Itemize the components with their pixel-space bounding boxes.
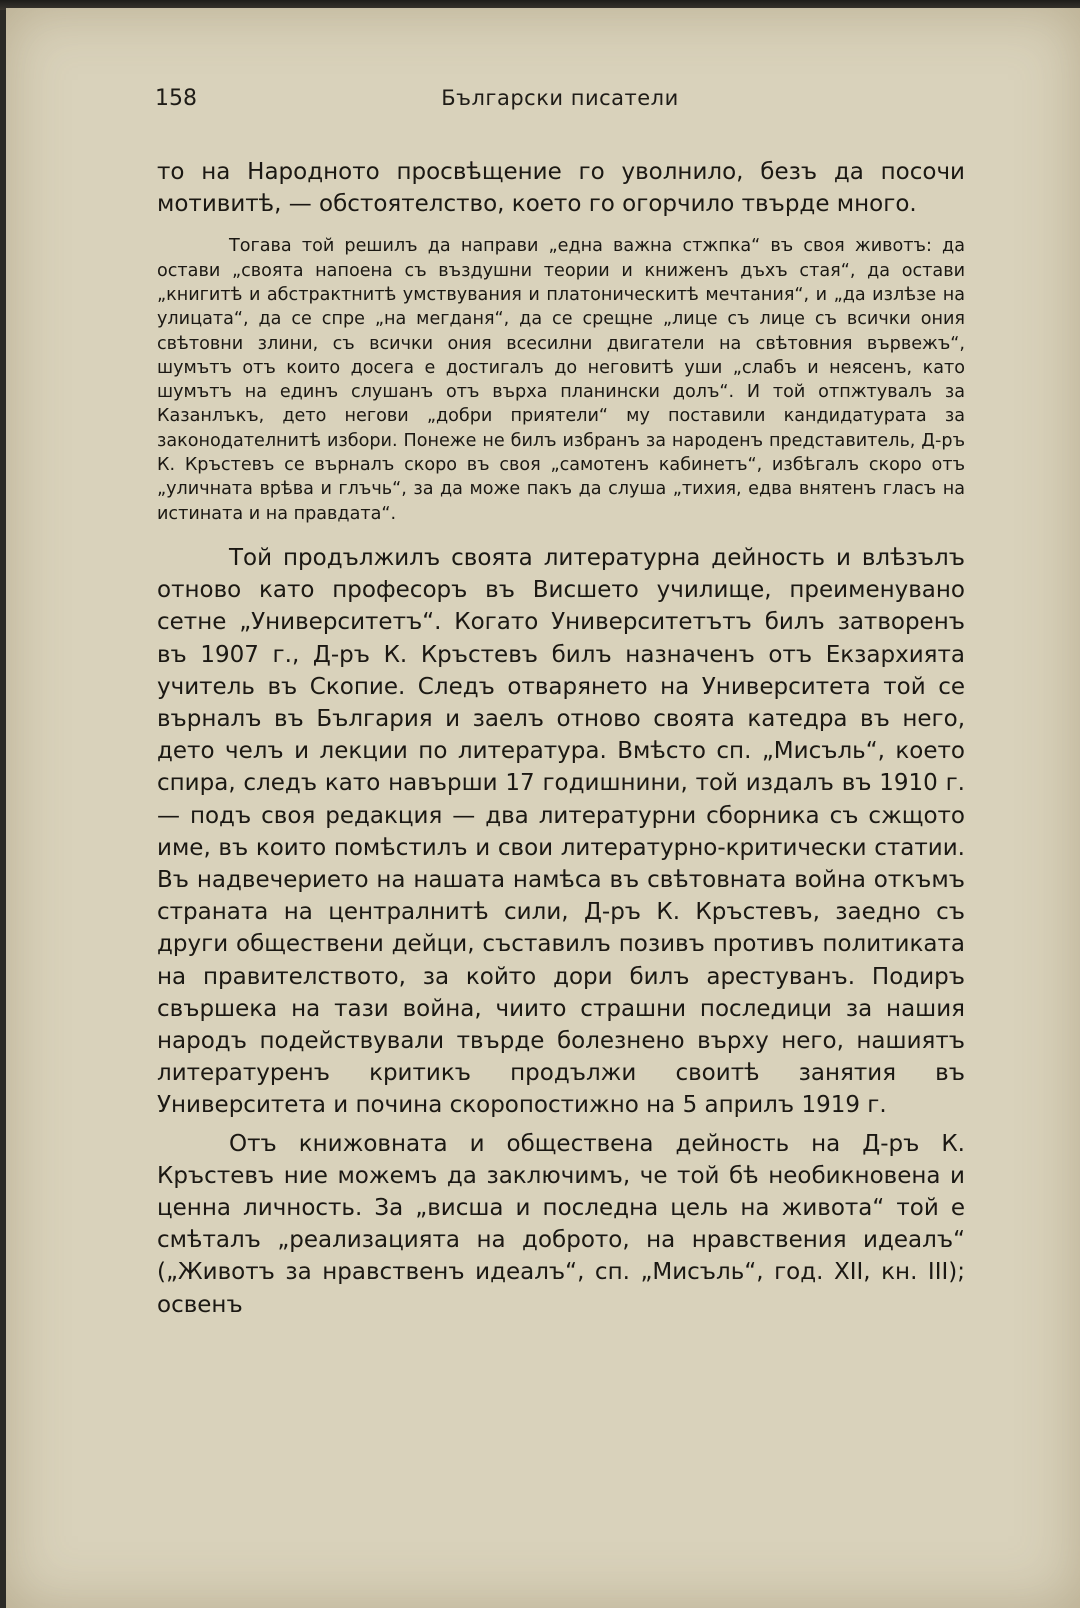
page-body — [157, 156, 965, 1321]
paragraph-conclusion: Отъ книжовната и обществена дейность на Д-ръ К. Кръстевъ ние можемъ да заключимъ, че той бѣ необикновена и ценна личность. За „висша и последна цель на живота“ той е смѣталъ „реализацията на доброто, на нравствения идеалъ“ („Животъ за нравственъ идеалъ“, сп. „Мисъль“, год. XII, кн. III); освенъ — [157, 1130, 965, 1318]
page-number: 158 — [155, 86, 197, 111]
page-header — [155, 80, 965, 120]
paragraph-biography: Той продължилъ своята литературна дейность и влѣзълъ отново като професоръ въ Висшето училище, преименувано сетне „Университетъ“. Когато Университетътъ билъ затворенъ въ 1907 г., Д-ръ К. Кръстевъ билъ назначенъ отъ Екзархията учитель въ Скопие. Следъ отварянето на Университета той се върналъ въ България и заелъ отново своята катедра въ него, дето челъ и лекции по литература. Вмѣсто сп. „Мисъль“, което спира, следъ като навърши 17 годишнини, той издалъ въ 1910 г. — подъ своя редакция — два литературни сборника съ сжщото име, въ които помѣстилъ и свои литературно-критически статии. Въ надвечерието на нашата намѣса въ свѣтовната война откъмъ страната на централнитѣ сили, Д-ръ К. Кръстевъ, заедно съ други обществени дейци, съставилъ позивъ противъ политиката на правителството, за който дори билъ арестуванъ. Подиръ свършека на тази война, чиито страшни последици за нашия народъ подействували твърде болезнено върху него, нашиятъ литературенъ критикъ продължи своитѣ занятия въ Университета и почина скоропостижно на 5 априлъ 1919 г. — [157, 544, 965, 1119]
paragraph-quoted-passage: Тогава той решилъ да направи „една важна стжпка“ въ своя животъ: да остави „своята напоена съ въздушни теории и книженъ дъхъ стая“, да остави „книгитѣ и абстрактнитѣ умствувания и платоническитѣ мечтания“, и „да излѣзе на улицата“, да се спре „на мегданя“, да се срещне „лице съ лице съ всички ония свѣтовни злини, съ всички ония всесилни двигатели на свѣтовния вървежъ“, шумътъ отъ които досега е достигалъ до неговитѣ уши „слабъ и неясенъ, като шумътъ на единъ слушанъ отъ върха планински долъ“. И той отпжтувалъ за Казанлъкъ, дето негови „добри приятели“ му поставили кандидатурата за законодателнитѣ избори. Понеже не билъ избранъ за народенъ представитель, Д-ръ К. Кръстевъ се върналъ скоро въ своя „самотенъ кабинетъ“, избѣгалъ скоро отъ „уличната врѣва и глъчь“, за да може пакъ да слуша „тихия, едва внятенъ гласъ на истината и на правдата“. — [157, 236, 965, 524]
paragraph-continuation: то на Народното просвѣщение го уволнило, безъ да посочи мотивитѣ, — обстоятелство, което го огорчило твърде много. — [157, 159, 965, 218]
running-title: Български писатели — [441, 86, 679, 110]
